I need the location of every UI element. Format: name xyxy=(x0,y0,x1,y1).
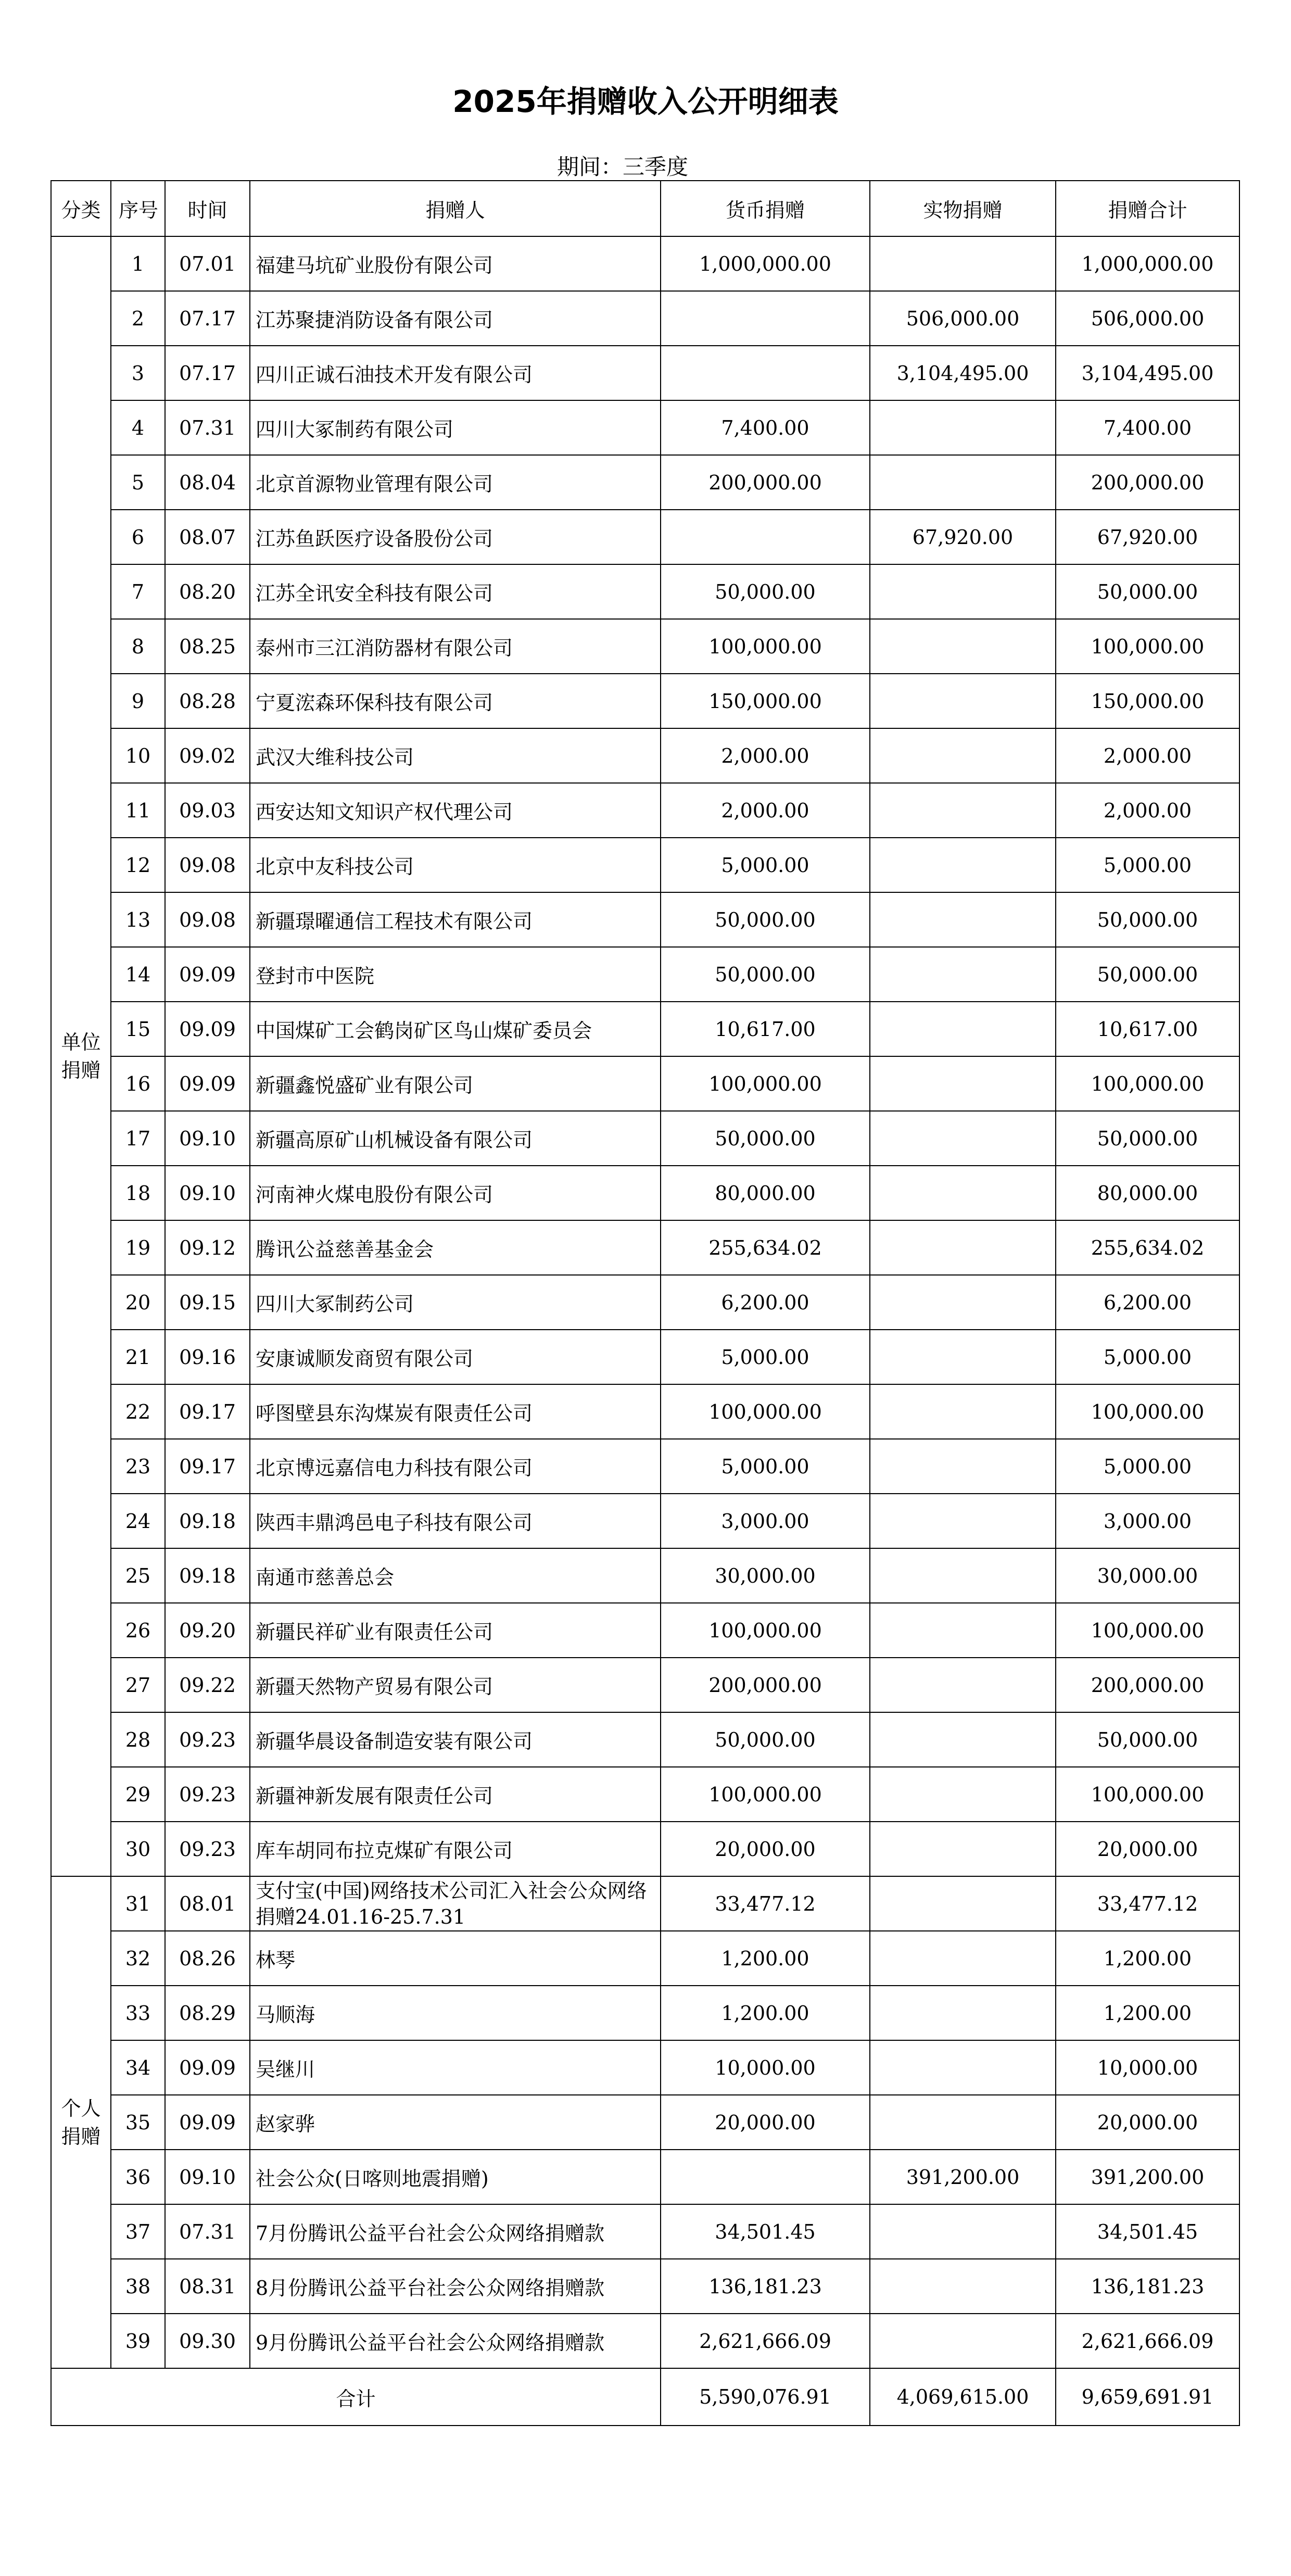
row-seq: 20 xyxy=(111,1275,165,1330)
row-cash: 2,621,666.09 xyxy=(661,2314,870,2368)
category-unit: 单位 捐赠 xyxy=(51,236,111,1876)
row-cash: 1,200.00 xyxy=(661,1986,870,2040)
row-donor: 库车胡同布拉克煤矿有限公司 xyxy=(250,1822,661,1876)
row-goods xyxy=(870,838,1056,892)
table-row xyxy=(51,2095,1239,2150)
row-total: 200,000.00 xyxy=(1056,455,1239,510)
row-time: 08.26 xyxy=(165,1931,250,1986)
row-cash: 33,477.12 xyxy=(661,1876,870,1931)
row-donor: 陕西丰鼎鸿邑电子科技有限公司 xyxy=(250,1494,661,1548)
row-total: 1,000,000.00 xyxy=(1056,236,1239,291)
category-person: 个人 捐赠 xyxy=(51,1876,111,2368)
row-goods xyxy=(870,1439,1056,1494)
row-total: 50,000.00 xyxy=(1056,1111,1239,1166)
table-row xyxy=(51,1002,1239,1056)
table-row xyxy=(51,2040,1239,2095)
row-cash xyxy=(661,291,870,346)
row-seq: 13 xyxy=(111,892,165,947)
row-time: 09.10 xyxy=(165,1166,250,1220)
row-donor: 新疆鑫悦盛矿业有限公司 xyxy=(250,1056,661,1111)
row-cash: 50,000.00 xyxy=(661,947,870,1002)
row-goods xyxy=(870,947,1056,1002)
header-total: 捐赠合计 xyxy=(1056,181,1239,236)
row-donor: 7月份腾讯公益平台社会公众网络捐赠款 xyxy=(250,2204,661,2259)
row-cash: 50,000.00 xyxy=(661,1712,870,1767)
row-cash: 10,000.00 xyxy=(661,2040,870,2095)
table-row xyxy=(51,1330,1239,1384)
row-cash: 1,000,000.00 xyxy=(661,236,870,291)
row-donor: 四川正诚石油技术开发有限公司 xyxy=(250,346,661,400)
row-donor: 吴继川 xyxy=(250,2040,661,2095)
row-seq: 33 xyxy=(111,1986,165,2040)
row-time: 09.16 xyxy=(165,1330,250,1384)
row-goods xyxy=(870,674,1056,728)
row-total: 50,000.00 xyxy=(1056,564,1239,619)
row-time: 09.30 xyxy=(165,2314,250,2368)
row-total: 2,621,666.09 xyxy=(1056,2314,1239,2368)
header-goods: 实物捐赠 xyxy=(870,181,1056,236)
row-seq: 1 xyxy=(111,236,165,291)
row-total: 30,000.00 xyxy=(1056,1548,1239,1603)
table-row xyxy=(51,1275,1239,1330)
row-goods xyxy=(870,2259,1056,2314)
row-time: 08.01 xyxy=(165,1876,250,1931)
row-cash: 7,400.00 xyxy=(661,400,870,455)
row-seq: 5 xyxy=(111,455,165,510)
row-seq: 11 xyxy=(111,783,165,838)
table-row xyxy=(51,1767,1239,1822)
row-time: 09.02 xyxy=(165,728,250,783)
row-goods xyxy=(870,1166,1056,1220)
row-cash: 255,634.02 xyxy=(661,1220,870,1275)
row-cash: 34,501.45 xyxy=(661,2204,870,2259)
summary-cash: 5,590,076.91 xyxy=(661,2368,870,2426)
row-donor: 南通市慈善总会 xyxy=(250,1548,661,1603)
row-total: 100,000.00 xyxy=(1056,1384,1239,1439)
row-donor: 新疆华晨设备制造安装有限公司 xyxy=(250,1712,661,1767)
table-row xyxy=(51,728,1239,783)
row-cash: 100,000.00 xyxy=(661,619,870,674)
table-row xyxy=(51,619,1239,674)
row-cash: 200,000.00 xyxy=(661,1658,870,1712)
row-seq: 36 xyxy=(111,2150,165,2204)
row-cash: 100,000.00 xyxy=(661,1056,870,1111)
row-donor: 社会公众(日喀则地震捐赠) xyxy=(250,2150,661,2204)
row-cash: 136,181.23 xyxy=(661,2259,870,2314)
row-seq: 31 xyxy=(111,1876,165,1931)
header-category: 分类 xyxy=(51,181,111,236)
table-row xyxy=(51,838,1239,892)
row-time: 09.23 xyxy=(165,1712,250,1767)
row-goods xyxy=(870,1056,1056,1111)
table-row xyxy=(51,455,1239,510)
row-goods xyxy=(870,1986,1056,2040)
row-donor: 河南神火煤电股份有限公司 xyxy=(250,1166,661,1220)
row-donor: 马顺海 xyxy=(250,1986,661,2040)
row-seq: 38 xyxy=(111,2259,165,2314)
row-seq: 19 xyxy=(111,1220,165,1275)
row-seq: 8 xyxy=(111,619,165,674)
table-row xyxy=(51,1220,1239,1275)
table-row xyxy=(51,236,1239,291)
row-cash: 100,000.00 xyxy=(661,1603,870,1658)
summary-row xyxy=(51,2368,1239,2426)
table-row xyxy=(51,1822,1239,1876)
row-donor: 北京中友科技公司 xyxy=(250,838,661,892)
row-cash: 150,000.00 xyxy=(661,674,870,728)
row-donor: 新疆民祥矿业有限责任公司 xyxy=(250,1603,661,1658)
table-row xyxy=(51,1658,1239,1712)
row-goods xyxy=(870,1548,1056,1603)
summary-label: 合计 xyxy=(51,2368,661,2426)
row-goods xyxy=(870,892,1056,947)
row-seq: 25 xyxy=(111,1548,165,1603)
row-time: 09.10 xyxy=(165,1111,250,1166)
row-goods: 391,200.00 xyxy=(870,2150,1056,2204)
row-time: 09.09 xyxy=(165,947,250,1002)
row-time: 09.09 xyxy=(165,1002,250,1056)
row-seq: 6 xyxy=(111,510,165,564)
row-time: 09.18 xyxy=(165,1494,250,1548)
row-goods xyxy=(870,1002,1056,1056)
row-donor: 宁夏浤森环保科技有限公司 xyxy=(250,674,661,728)
table-row xyxy=(51,1931,1239,1986)
row-cash: 1,200.00 xyxy=(661,1931,870,1986)
row-cash: 20,000.00 xyxy=(661,2095,870,2150)
row-total: 10,617.00 xyxy=(1056,1002,1239,1056)
table-row xyxy=(51,783,1239,838)
row-seq: 17 xyxy=(111,1111,165,1166)
row-total: 5,000.00 xyxy=(1056,1330,1239,1384)
row-donor: 泰州市三江消防器材有限公司 xyxy=(250,619,661,674)
row-cash: 2,000.00 xyxy=(661,728,870,783)
row-time: 09.17 xyxy=(165,1439,250,1494)
row-seq: 30 xyxy=(111,1822,165,1876)
row-seq: 14 xyxy=(111,947,165,1002)
row-total: 20,000.00 xyxy=(1056,2095,1239,2150)
row-cash: 50,000.00 xyxy=(661,564,870,619)
table-row xyxy=(51,1603,1239,1658)
row-seq: 22 xyxy=(111,1384,165,1439)
row-time: 09.20 xyxy=(165,1603,250,1658)
row-cash: 50,000.00 xyxy=(661,892,870,947)
row-time: 08.04 xyxy=(165,455,250,510)
row-donor: 江苏聚捷消防设备有限公司 xyxy=(250,291,661,346)
row-donor: 江苏鱼跃医疗设备股份公司 xyxy=(250,510,661,564)
row-time: 08.20 xyxy=(165,564,250,619)
row-time: 07.01 xyxy=(165,236,250,291)
row-goods xyxy=(870,1767,1056,1822)
row-seq: 28 xyxy=(111,1712,165,1767)
period-label: 期间：三季度 xyxy=(557,154,689,180)
row-time: 09.18 xyxy=(165,1548,250,1603)
row-total: 136,181.23 xyxy=(1056,2259,1239,2314)
row-donor: 9月份腾讯公益平台社会公众网络捐赠款 xyxy=(250,2314,661,2368)
row-goods xyxy=(870,1275,1056,1330)
table-row xyxy=(51,2150,1239,2204)
row-total: 2,000.00 xyxy=(1056,783,1239,838)
table-row xyxy=(51,1439,1239,1494)
row-goods xyxy=(870,2095,1056,2150)
row-donor: 北京博远嘉信电力科技有限公司 xyxy=(250,1439,661,1494)
row-goods xyxy=(870,1931,1056,1986)
row-time: 09.09 xyxy=(165,2040,250,2095)
row-cash: 10,617.00 xyxy=(661,1002,870,1056)
row-cash xyxy=(661,2150,870,2204)
row-goods xyxy=(870,619,1056,674)
row-goods xyxy=(870,1330,1056,1384)
row-total: 1,200.00 xyxy=(1056,1986,1239,2040)
row-time: 09.09 xyxy=(165,1056,250,1111)
row-total: 100,000.00 xyxy=(1056,1767,1239,1822)
row-seq: 37 xyxy=(111,2204,165,2259)
row-donor: 安康诚顺发商贸有限公司 xyxy=(250,1330,661,1384)
row-goods xyxy=(870,1658,1056,1712)
row-donor: 武汉大维科技公司 xyxy=(250,728,661,783)
table-row xyxy=(51,892,1239,947)
row-total: 50,000.00 xyxy=(1056,1712,1239,1767)
row-total: 50,000.00 xyxy=(1056,947,1239,1002)
row-cash xyxy=(661,346,870,400)
row-time: 07.31 xyxy=(165,2204,250,2259)
header-cash: 货币捐赠 xyxy=(661,181,870,236)
row-total: 150,000.00 xyxy=(1056,674,1239,728)
row-donor: 登封市中医院 xyxy=(250,947,661,1002)
row-seq: 32 xyxy=(111,1931,165,1986)
row-donor: 新疆高原矿山机械设备有限公司 xyxy=(250,1111,661,1166)
row-total: 100,000.00 xyxy=(1056,619,1239,674)
row-total: 20,000.00 xyxy=(1056,1822,1239,1876)
table-row xyxy=(51,1876,1239,1931)
row-time: 09.08 xyxy=(165,838,250,892)
row-goods: 3,104,495.00 xyxy=(870,346,1056,400)
row-cash: 20,000.00 xyxy=(661,1822,870,1876)
row-time: 09.17 xyxy=(165,1384,250,1439)
table-row xyxy=(51,564,1239,619)
row-time: 07.17 xyxy=(165,346,250,400)
row-time: 08.07 xyxy=(165,510,250,564)
row-goods xyxy=(870,1822,1056,1876)
summary-total: 9,659,691.91 xyxy=(1056,2368,1239,2426)
row-seq: 23 xyxy=(111,1439,165,1494)
row-seq: 29 xyxy=(111,1767,165,1822)
row-time: 08.29 xyxy=(165,1986,250,2040)
row-total: 2,000.00 xyxy=(1056,728,1239,783)
table-row xyxy=(51,1986,1239,2040)
row-time: 09.03 xyxy=(165,783,250,838)
header-seq: 序号 xyxy=(111,181,165,236)
row-donor: 支付宝(中国)网络技术公司汇入社会公众网络捐赠24.01.16-25.7.31 xyxy=(250,1876,661,1931)
header-row xyxy=(51,181,1239,236)
row-time: 08.28 xyxy=(165,674,250,728)
row-seq: 4 xyxy=(111,400,165,455)
row-donor: 四川大冢制药有限公司 xyxy=(250,400,661,455)
row-donor: 新疆神新发展有限责任公司 xyxy=(250,1767,661,1822)
row-cash: 50,000.00 xyxy=(661,1111,870,1166)
row-seq: 34 xyxy=(111,2040,165,2095)
row-total: 255,634.02 xyxy=(1056,1220,1239,1275)
row-donor: 腾讯公益慈善基金会 xyxy=(250,1220,661,1275)
row-donor: 林琴 xyxy=(250,1931,661,1986)
table-row xyxy=(51,291,1239,346)
row-donor: 中国煤矿工会鹤岗矿区鸟山煤矿委员会 xyxy=(250,1002,661,1056)
row-seq: 10 xyxy=(111,728,165,783)
row-donor: 呼图壁县东沟煤炭有限责任公司 xyxy=(250,1384,661,1439)
row-goods xyxy=(870,1603,1056,1658)
table-row xyxy=(51,947,1239,1002)
row-seq: 2 xyxy=(111,291,165,346)
row-time: 09.15 xyxy=(165,1275,250,1330)
row-cash: 3,000.00 xyxy=(661,1494,870,1548)
row-goods xyxy=(870,236,1056,291)
row-goods: 506,000.00 xyxy=(870,291,1056,346)
row-cash: 5,000.00 xyxy=(661,838,870,892)
row-seq: 26 xyxy=(111,1603,165,1658)
row-donor: 福建马坑矿业股份有限公司 xyxy=(250,236,661,291)
row-goods xyxy=(870,728,1056,783)
row-donor: 四川大冢制药公司 xyxy=(250,1275,661,1330)
row-total: 1,200.00 xyxy=(1056,1931,1239,1986)
header-donor: 捐赠人 xyxy=(250,181,661,236)
row-goods xyxy=(870,1111,1056,1166)
row-donor: 江苏全讯安全科技有限公司 xyxy=(250,564,661,619)
row-cash: 5,000.00 xyxy=(661,1330,870,1384)
row-cash: 80,000.00 xyxy=(661,1166,870,1220)
row-goods: 67,920.00 xyxy=(870,510,1056,564)
row-seq: 15 xyxy=(111,1002,165,1056)
row-total: 34,501.45 xyxy=(1056,2204,1239,2259)
row-total: 10,000.00 xyxy=(1056,2040,1239,2095)
table-row xyxy=(51,674,1239,728)
row-total: 67,920.00 xyxy=(1056,510,1239,564)
row-total: 506,000.00 xyxy=(1056,291,1239,346)
row-seq: 24 xyxy=(111,1494,165,1548)
row-seq: 18 xyxy=(111,1166,165,1220)
row-goods xyxy=(870,1384,1056,1439)
row-time: 09.23 xyxy=(165,1767,250,1822)
row-time: 09.08 xyxy=(165,892,250,947)
table-row xyxy=(51,1712,1239,1767)
row-donor: 新疆璟曜通信工程技术有限公司 xyxy=(250,892,661,947)
row-total: 391,200.00 xyxy=(1056,2150,1239,2204)
table-row xyxy=(51,400,1239,455)
row-donor: 赵家骅 xyxy=(250,2095,661,2150)
row-total: 100,000.00 xyxy=(1056,1056,1239,1111)
row-seq: 16 xyxy=(111,1056,165,1111)
row-time: 09.22 xyxy=(165,1658,250,1712)
row-time: 07.17 xyxy=(165,291,250,346)
row-seq: 39 xyxy=(111,2314,165,2368)
row-time: 08.25 xyxy=(165,619,250,674)
table-row xyxy=(51,1111,1239,1166)
table-row xyxy=(51,2204,1239,2259)
row-goods xyxy=(870,1712,1056,1767)
row-total: 7,400.00 xyxy=(1056,400,1239,455)
row-goods xyxy=(870,455,1056,510)
row-donor: 北京首源物业管理有限公司 xyxy=(250,455,661,510)
row-total: 100,000.00 xyxy=(1056,1603,1239,1658)
row-total: 3,000.00 xyxy=(1056,1494,1239,1548)
row-goods xyxy=(870,783,1056,838)
row-cash: 200,000.00 xyxy=(661,455,870,510)
row-total: 80,000.00 xyxy=(1056,1166,1239,1220)
page-title: 2025年捐赠收入公开明细表 xyxy=(452,84,839,119)
row-time: 09.09 xyxy=(165,2095,250,2150)
row-total: 33,477.12 xyxy=(1056,1876,1239,1931)
row-donor: 新疆天然物产贸易有限公司 xyxy=(250,1658,661,1712)
table-row xyxy=(51,1548,1239,1603)
row-donor: 西安达知文知识产权代理公司 xyxy=(250,783,661,838)
row-seq: 7 xyxy=(111,564,165,619)
row-seq: 12 xyxy=(111,838,165,892)
row-total: 5,000.00 xyxy=(1056,838,1239,892)
row-time: 09.23 xyxy=(165,1822,250,1876)
donation-table xyxy=(50,180,1240,2426)
row-cash: 6,200.00 xyxy=(661,1275,870,1330)
row-cash: 100,000.00 xyxy=(661,1384,870,1439)
row-cash: 5,000.00 xyxy=(661,1439,870,1494)
row-goods xyxy=(870,2204,1056,2259)
row-time: 09.10 xyxy=(165,2150,250,2204)
row-seq: 27 xyxy=(111,1658,165,1712)
table-row xyxy=(51,1056,1239,1111)
row-goods xyxy=(870,1494,1056,1548)
row-goods xyxy=(870,2040,1056,2095)
row-donor: 8月份腾讯公益平台社会公众网络捐赠款 xyxy=(250,2259,661,2314)
row-total: 50,000.00 xyxy=(1056,892,1239,947)
row-goods xyxy=(870,2314,1056,2368)
table-row xyxy=(51,1166,1239,1220)
table-row xyxy=(51,346,1239,400)
row-cash: 30,000.00 xyxy=(661,1548,870,1603)
row-goods xyxy=(870,1876,1056,1931)
row-cash: 2,000.00 xyxy=(661,783,870,838)
table-row xyxy=(51,510,1239,564)
row-total: 5,000.00 xyxy=(1056,1439,1239,1494)
row-goods xyxy=(870,400,1056,455)
table-row xyxy=(51,1384,1239,1439)
row-time: 09.12 xyxy=(165,1220,250,1275)
row-seq: 9 xyxy=(111,674,165,728)
header-time: 时间 xyxy=(165,181,250,236)
table-row xyxy=(51,1494,1239,1548)
summary-goods: 4,069,615.00 xyxy=(870,2368,1056,2426)
row-seq: 21 xyxy=(111,1330,165,1384)
row-total: 3,104,495.00 xyxy=(1056,346,1239,400)
table-row xyxy=(51,2259,1239,2314)
row-seq: 35 xyxy=(111,2095,165,2150)
row-seq: 3 xyxy=(111,346,165,400)
row-time: 07.31 xyxy=(165,400,250,455)
row-goods xyxy=(870,564,1056,619)
row-goods xyxy=(870,1220,1056,1275)
row-total: 6,200.00 xyxy=(1056,1275,1239,1330)
row-cash: 100,000.00 xyxy=(661,1767,870,1822)
row-time: 08.31 xyxy=(165,2259,250,2314)
table-row xyxy=(51,2314,1239,2368)
row-total: 200,000.00 xyxy=(1056,1658,1239,1712)
row-cash xyxy=(661,510,870,564)
